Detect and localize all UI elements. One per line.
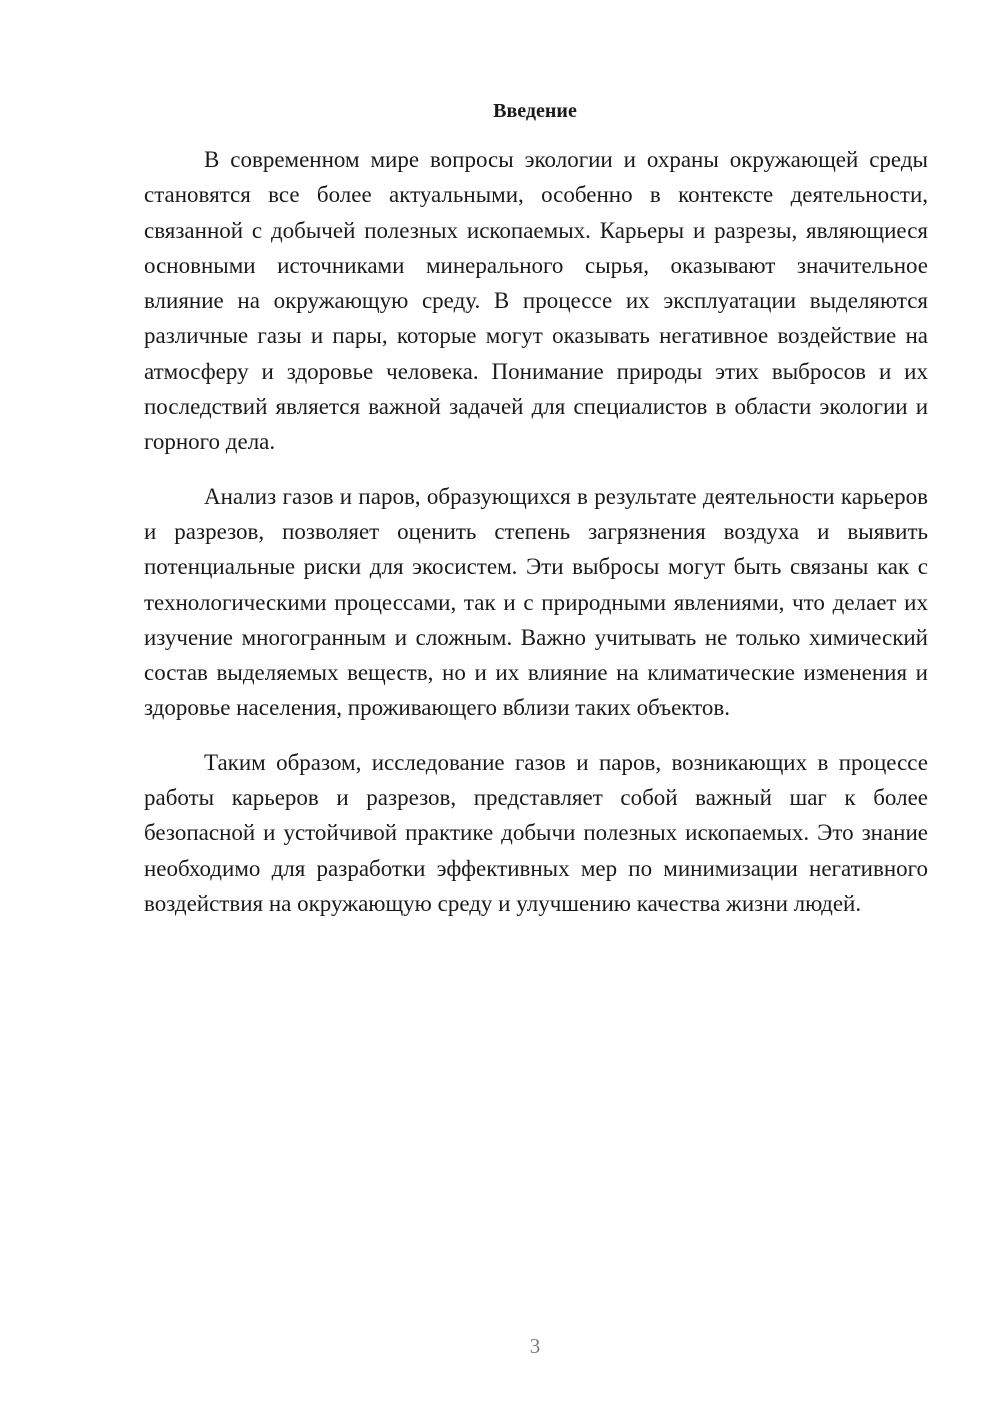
paragraph-1: В современном мире вопросы экологии и охраны окружающей среды становятся все более актуальными, особенно в контексте деятельности, связанной с добычей полезных ископаемых. Карьеры и разрезы, являющиеся основными источниками минерального сырья, оказывают значительное влияние на окружающую среду. В процессе их эксплуатации выделяются различные газы и пары, которые могут оказывать негативное воздействие на атмосферу и здоровье человека. Понимание природы этих выбросов и их последствий является важной задачей для специалистов в области экологии и горного дела.	[144, 147, 928, 455]
paragraph-3: Таким образом, исследование газов и паров, возникающих в процессе работы карьеров и разрезов, представляет собой важный шаг к более безопасной и устойчивой практике добычи полезных ископаемых. Это знание необходимо для разработки эффективных мер по минимизации негативного воздействия на окружающую среду и улучшению качества жизни людей.	[144, 749, 928, 916]
body-text	[144, 142, 928, 940]
paragraph-2: Анализ газов и паров, образующихся в результате деятельности карьеров и разрезов, позволяет оценить степень загрязнения воздуха и выявить потенциальные риски для экосистем. Эти выбросы могут быть связаны как с технологическими процессами, так и с природными явлениями, что делает их изучение многогранным и сложным. Важно учитывать не только химический состав выделяемых веществ, но и их влияние на климатические изменения и здоровье населения, проживающего вблизи таких объектов.	[144, 483, 928, 721]
page-number: 3	[529, 1334, 541, 1358]
section-heading: Введение	[493, 100, 577, 122]
